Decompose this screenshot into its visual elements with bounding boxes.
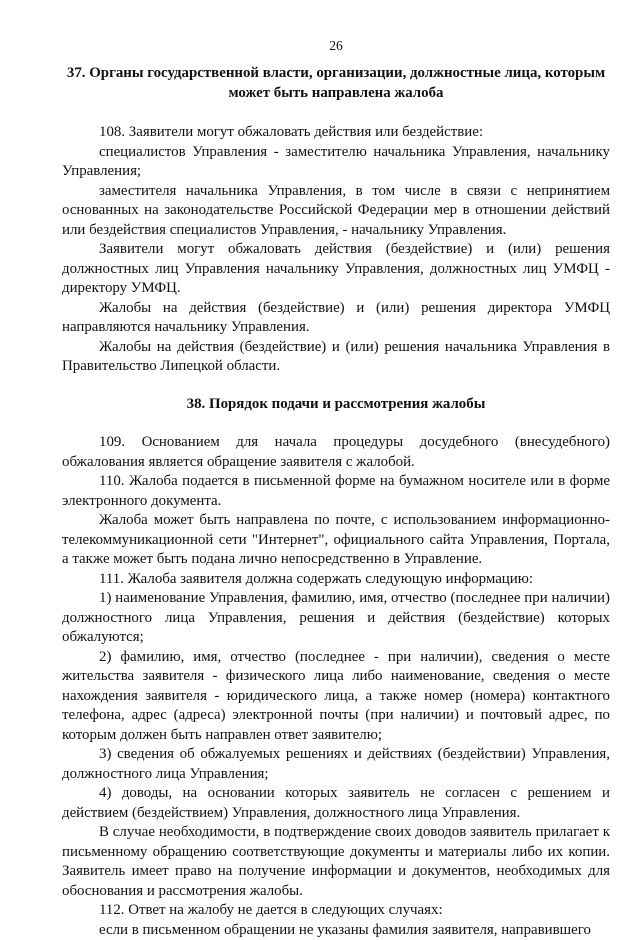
- paragraph-umfc-director: Жалобы на действия (бездействие) и (или) решения директора УМФЦ направляются начальнику Управления.: [62, 299, 610, 338]
- paragraph-head-complaints: Жалобы на действия (бездействие) и (или) решения начальника Управления в Правительство Липецкой области.: [62, 338, 610, 377]
- paragraph-officials-umfc: Заявители могут обжаловать действия (бездействие) и (или) решения должностных лиц Управления начальнику Управления, должностных лиц УМФЦ - директору УМФЦ.: [62, 240, 610, 299]
- list-item-2: 2) фамилию, имя, отчество (последнее - при наличии), сведения о месте жительства заявителя - физического лица либо наименование, сведения о месте нахождения заявителя - юридического лица, а также номер (номера) контактного телефона, адрес (адреса) электронной почты (при наличии) и почтовый адрес, по которым должен быть направлен ответ заявителю;: [62, 648, 610, 746]
- paragraph-112: 112. Ответ на жалобу не дается в следующих случаях:: [62, 901, 610, 921]
- section-37-heading-line-2: может быть направлена жалоба: [228, 85, 443, 101]
- paragraph-deputy-head: заместителя начальника Управления, в том числе в связи с непринятием основанных на законодательстве Российской Федерации мер в отношении действий или бездействия специалистов Управления, - начальнику Управления.: [62, 182, 610, 241]
- section-38-heading: 38. Порядок подачи и рассмотрения жалобы: [62, 395, 610, 415]
- paragraph-no-surname: если в письменном обращении не указаны фамилия заявителя, направившего: [62, 921, 610, 940]
- list-item-1: 1) наименование Управления, фамилию, имя, отчество (последнее при наличии) должностного лица Управления, решения и действия (бездействие) которых обжалуются;: [62, 589, 610, 648]
- section-37-heading-line-1: 37. Органы государственной власти, организации, должностные лица, которым: [67, 65, 605, 81]
- page-number: 26: [62, 38, 610, 54]
- paragraph-111: 111. Жалоба заявителя должна содержать следующую информацию:: [62, 570, 610, 590]
- document-page: [62, 38, 610, 940]
- list-item-4: 4) доводы, на основании которых заявитель не согласен с решением и действием (бездействием) Управления, должностного лица Управления.: [62, 784, 610, 823]
- paragraph-supporting-documents: В случае необходимости, в подтверждение своих доводов заявитель прилагает к письменному обращению соответствующие документы и материалы либо их копии. Заявитель имеет право на получение информации и документов, необходимых для обоснования и рассмотрения жалобы.: [62, 823, 610, 901]
- paragraph-109: 109. Основанием для начала процедуры досудебного (внесудебного) обжалования является обращение заявителя с жалобой.: [62, 433, 610, 472]
- list-item-3: 3) сведения об обжалуемых решениях и действиях (бездействии) Управления, должностного лица Управления;: [62, 745, 610, 784]
- paragraph-110: 110. Жалоба подается в письменной форме на бумажном носителе или в форме электронного документа.: [62, 472, 610, 511]
- paragraph-submission-channels: Жалоба может быть направлена по почте, с использованием информационно-телекоммуникационной сети "Интернет", официального сайта Управления, Портала, а также может быть подана лично непосредственно в Управление.: [62, 511, 610, 570]
- section-37-body: [62, 123, 610, 377]
- paragraph-108: 108. Заявители могут обжаловать действия или бездействие:: [62, 123, 610, 143]
- section-37-heading: [62, 64, 610, 103]
- section-38-body: [62, 433, 610, 940]
- paragraph-specialists: специалистов Управления - заместителю начальника Управления, начальнику Управления;: [62, 143, 610, 182]
